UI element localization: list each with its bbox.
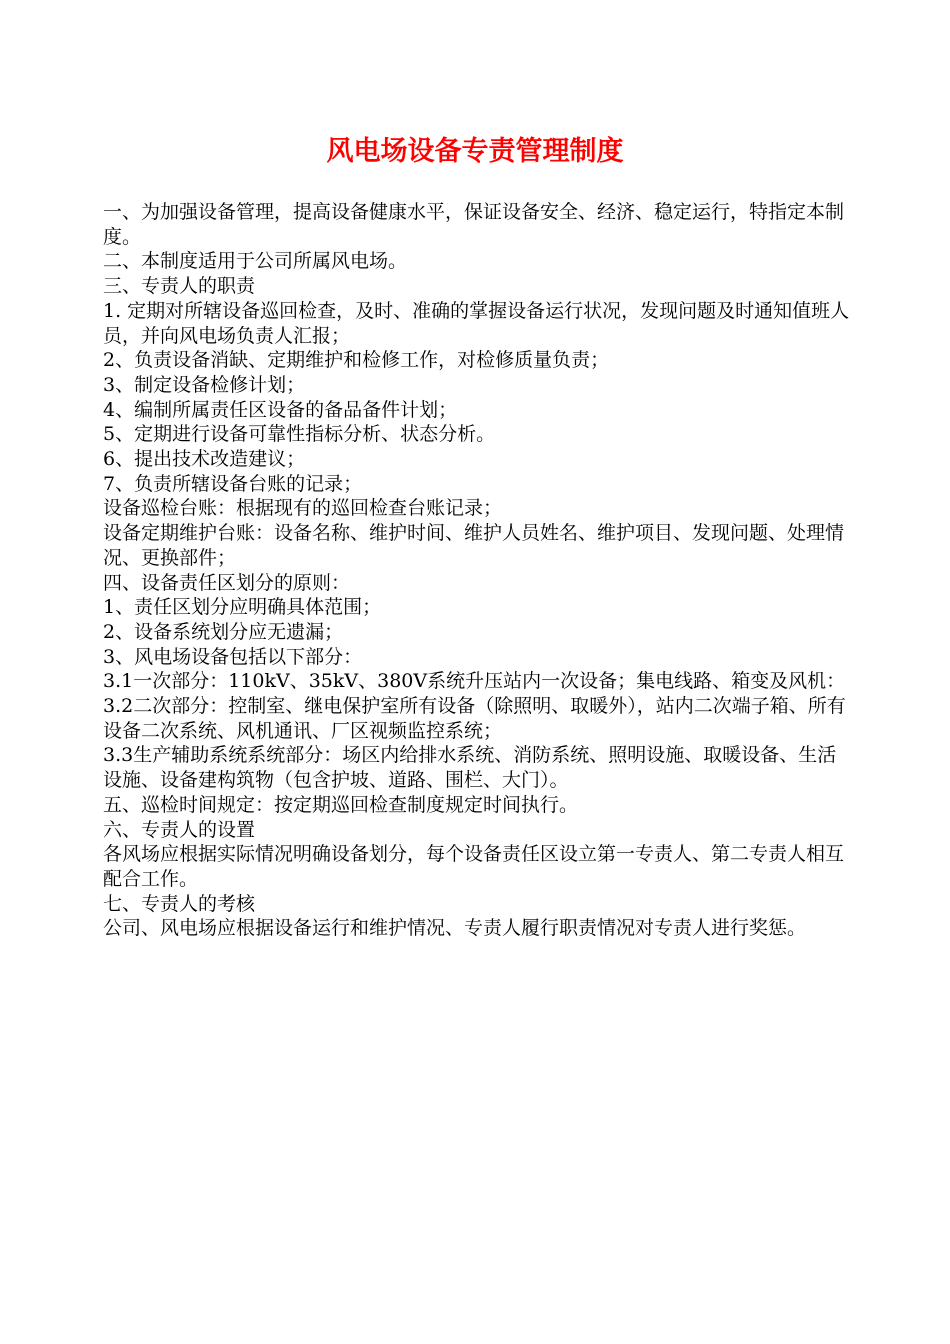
paragraph: 7、负责所辖设备台账的记录；: [103, 472, 363, 495]
paragraph: 六、专责人的设置: [103, 818, 256, 841]
paragraph: 3.3生产辅助系统系统部分：场区内给排水系统、消防系统、照明设施、取暖设备、生活设施、设备建构筑物（包含护坡、道路、围栏、大门）。: [103, 744, 837, 792]
paragraph: 3、制定设备检修计划；: [103, 373, 306, 396]
paragraph: 3.2二次部分：控制室、继电保护室所有设备（除照明、取暖外），站内二次端子箱、所有设备二次系统、风机通讯、厂区视频监控系统；: [103, 695, 846, 742]
paragraph: 1、责任区划分应明确具体范围；: [103, 596, 382, 619]
paragraph: 公司、风电场应根据设备运行和维护情况、专责人履行职责情况对专责人进行奖惩。: [103, 917, 807, 940]
paragraph: 三、专责人的职责: [103, 275, 256, 298]
paragraph: 四、设备责任区划分的原则：: [103, 571, 351, 594]
paragraph: 1. 定期对所辖设备巡回检查，及时、准确的掌握设备运行状况，发现问题及时通知值班人员，并向风电场负责人汇报；: [103, 299, 850, 347]
paragraph: 七、专责人的考核: [103, 892, 256, 915]
document-title: 风电场设备专责管理制度: [326, 136, 624, 167]
paragraph: 设备定期维护台账：设备名称、维护时间、维护人员姓名、维护项目、发现问题、处理情况、更换部件；: [103, 522, 845, 569]
paragraph: 二、本制度适用于公司所属风电场。: [103, 250, 408, 273]
paragraph: 4、编制所属责任区设备的备品备件计划；: [103, 398, 458, 421]
paragraph: 3.1一次部分：110kV、35kV、380V系统升压站内一次设备；集电线路、箱变及风机：: [103, 670, 846, 693]
paragraph: 各风场应根据实际情况明确设备划分，每个设备责任区设立第一专责人、第二专责人相互配合工作。: [103, 843, 845, 890]
paragraph: 2、负责设备消缺、定期维护和检修工作，对检修质量负责；: [103, 349, 610, 372]
paragraph: 5、定期进行设备可靠性指标分析、状态分析。: [103, 423, 496, 446]
document-body: [103, 200, 855, 941]
paragraph: 3、风电场设备包括以下部分：: [103, 645, 363, 668]
paragraph: 五、巡检时间规定：按定期巡回检查制度规定时间执行。: [103, 793, 579, 816]
paragraph: 6、提出技术改造建议；: [103, 448, 306, 471]
paragraph: 设备巡检台账：根据现有的巡回检查台账记录；: [103, 497, 503, 520]
paragraph: 2、设备系统划分应无遗漏；: [103, 620, 344, 643]
paragraph: 一、为加强设备管理，提高设备健康水平，保证设备安全、经济、稳定运行，特指定本制度。: [103, 201, 845, 248]
